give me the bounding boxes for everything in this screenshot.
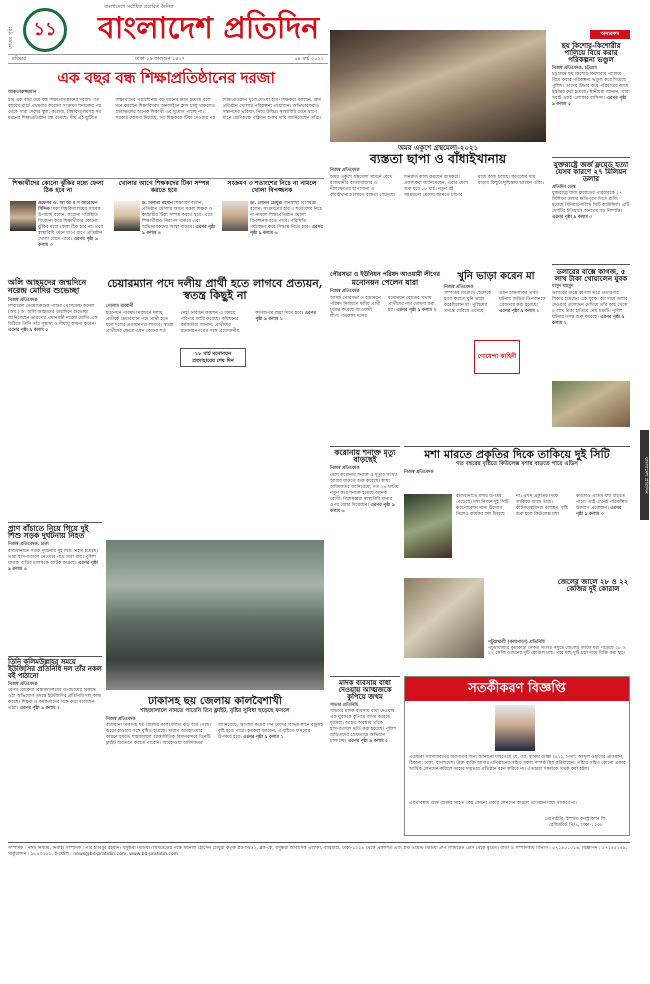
chairman-jump: এরপর পৃষ্ঠা ৯ কলাম ১	[255, 310, 316, 322]
story1-headline: ছয় কিশোর-কিশোরীর পালিয়ে বিয়ে করার পরিকল্পনা ভণ্ডুল	[561, 40, 621, 65]
sub-column-3-portrait	[222, 201, 248, 231]
modi-body	[8, 304, 102, 482]
drug-byline: সাভার প্রতিনিধি	[330, 702, 359, 708]
sub-column-2-byline: ড. দিলারা রহমান	[142, 201, 173, 206]
sub-column-3-headline: সংক্রমণ ৩ শতাংশের নিচে না নামলে খোলা বিপজ্জনক	[227, 180, 317, 194]
story1-body	[552, 72, 630, 154]
story3-body	[552, 291, 630, 381]
right-kicker: অন্যরকম	[590, 30, 630, 39]
covid-byline: নিজস্ব প্রতিবেদক	[330, 466, 360, 472]
killer-text: সম্পত্তির বিরোধে ছেলেকে হত্যা করতে খুনি ভাড়া করেছিলেন মা। পুলিশের তদন্তে বেরিয়ে এসেছে এমন চাঞ্চল্যকর তথ্য। ঘটনায় জড়িত তিনজনকে গ্রেফতার করা হয়েছে।	[444, 291, 546, 314]
story2-headline: যুক্তরাষ্ট্রে জর্জ ফ্লয়েড হত্যা যেসব কারণে ২৭ মিলিয়ন ডলার	[553, 159, 629, 184]
edition-label: শেষের পৃষ্ঠা	[8, 26, 14, 50]
awami-body	[330, 296, 440, 426]
sub-column-3-body	[250, 201, 324, 271]
dateline-bar	[8, 54, 328, 64]
masthead-title: বাংলাদেশ প্রতিদিন	[98, 11, 320, 46]
storm-text: রাজধানী ঢাকাসহ ছয় জেলায় কালবৈশাখী ঝড় বয়ে গেছে। ঝড়ো হাওয়ার সঙ্গে বৃষ্টিও হয়েছে। খারাপ আবহাওয়ার কারণে হযরত শাহজালাল আন্তর্জাতিক বিমানবন্দরে তিনটি ফ্লাইট অবতরণ করতে পারেনি। আবহাওয়া অধিদফতর জানিয়েছে, আগামী কয়েক দিন দেশের বিভিন্ন স্থানে বজ্রসহ বৃষ্টি হতে পারে। কৃষকরা বলছেন, এ বৃষ্টিতে ফসলের উপকার হবে।	[106, 723, 323, 747]
story1-byline: নিজস্ব প্রতিবেদক, চট্টগ্রাম	[552, 65, 597, 71]
killer-story	[444, 272, 548, 442]
storm-headline: ঢাকাসহ ছয় জেলায় কালবৈশাখী	[148, 695, 282, 707]
bookfair-story	[330, 144, 546, 268]
masthead	[8, 4, 641, 66]
sub-column-2-headline: খোলার আগে শিক্ষকদের টিকা সম্পন্ন করতে হবে	[118, 180, 210, 194]
exam-text: বেগম রোকেয়া বিশ্ববিদ্যালয়ের উপাচার্যের বিরুদ্ধে ওঠা অভিযোগ তদন্তে ইউজিসির প্রতিনিধি দল কাজ করছে। শিক্ষক ও কর্মকর্তাদের সঙ্গে কথা বলেছেন তাঁরা।	[8, 688, 102, 712]
chairman-story	[106, 278, 324, 418]
sub-column-3-text: জনস্বাস্থ্য বিশেষজ্ঞ বলেন, সংক্রমণের হার ৩ শতাংশের নিচে না নামলে শিক্ষাপ্রতিষ্ঠান খোলা বিপজ্জনক হতে পারে। পরিস্থিতি পর্যবেক্ষণ করে সিদ্ধান্ত নিতে হবে।	[250, 201, 323, 230]
story1-text: চট্টগ্রামে ছয় কিশোর-কিশোরীর পালিয়ে বিয়ে করার পরিকল্পনা ভণ্ডুল করে দিয়েছে পুলিশ। তাদের উদ্ধার করে পরিবারের কাছে হস্তান্তর করা হয়েছে। স্থানীয়রা জানান, তারা সবাই একই এলাকার বাসিন্দা।	[552, 72, 630, 101]
accident-story	[8, 522, 102, 652]
nets-headline: জেলের জালে ২৮ ও ২২ কেজির দুই কোরাল	[557, 577, 629, 594]
sub-column-3-byline: ডা. লেনিন চৌধুরী	[250, 201, 283, 206]
mosquito-byline: নিজস্ব প্রতিবেদক	[404, 470, 434, 475]
notice-body-2: এমতাবস্থায় উক্ত ব্যক্তির সহিত কেহ কোনো প্রকার লেনদেন করিলে প্রতিষ্ঠান দায়ী থাকিবে না।	[409, 801, 578, 806]
exam-story	[8, 656, 102, 836]
drug-story	[330, 676, 400, 838]
story2-jump: এরপর পৃষ্ঠা ৯ কলাম ৩	[552, 215, 593, 221]
side-label: বাংলাদেশ প্রতিদিন	[640, 430, 649, 520]
story3-text: ডলারের বাক্সে কাগজ ভরে প্রতারণার শিকার হয়েছেন এক যুবক। কম দামে ডলার দেওয়ার প্রলোভন দেখিয়ে তাঁর কাছ থেকে ৫ লাখ টাকা হাতিয়ে নেয় চক্রটি। পুলিশ ঘটনার তদন্ত শুরু করেছে।	[552, 290, 628, 320]
storm-body	[106, 723, 324, 823]
modi-jump: এরপর পৃষ্ঠা ৯ কলাম ৫	[8, 328, 49, 334]
notice-title: সতর্কীকরণ বিজ্ঞপ্তি	[468, 680, 566, 696]
chairman-headline: চেয়ারম্যান পদে দলীয় প্রার্থী হতে লাগবে প্রত্যয়ন, স্বতন্ত্র কিছুই না	[107, 277, 323, 302]
modi-story	[8, 278, 102, 516]
accident-headline: প্রাণ বাঁচাতে নিয়ে গিয়ে দুই শিশু সড়ক দুর্ঘটনায় নিহত	[8, 523, 89, 541]
notice-signature-ref: রেজিস্টার্ড পি/৪, ঢাকা-১২০৮	[548, 822, 604, 828]
bookfair-photo	[330, 30, 546, 142]
sub-column-2-body	[142, 201, 216, 271]
anniversary-logo	[23, 8, 67, 52]
mosquito-photo	[404, 494, 452, 558]
mosquito-subhead: গত বছরের বৃষ্টিতে কিউলেক্স মশার বাড়তে পারে এডিস	[455, 461, 578, 468]
story3-jump: এরপর পৃষ্ঠা ৯ কলাম ২	[552, 314, 625, 326]
sub-column-1	[8, 181, 108, 273]
sub-column-2-text: শিক্ষাবিদ বলেন, প্রতিষ্ঠান খোলার আগে সকল শিক্ষক ও কর্মচারীর টিকা সম্পন্ন করতে হবে। এতে শিক্ষার্থীরাও নিরাপদ থাকবে এবং অভিভাবকদের আস্থা বাড়বে।	[142, 201, 213, 230]
nets-photo	[404, 578, 484, 658]
storm-story	[106, 696, 324, 836]
notice-title-bar	[405, 677, 629, 701]
bookfair-headline: ব্যস্ততা ছাপা ও বাঁধাইখানায়	[369, 151, 507, 167]
story1-jump: এরপর পৃষ্ঠা ৯ কলাম ৫	[552, 95, 627, 107]
story2-text: যুক্তরাষ্ট্রে জর্জ ফ্লয়েডের পরিবারকে ২৭ মিলিয়ন ডলার ক্ষতিপূরণ দিতে রাজি হয়েছে মিনিয়াপোলিস সিটি কাউন্সিল। এটি দেশটির ইতিহাসে অন্যতম বড় নিষ্পত্তি।	[552, 191, 630, 215]
nets-byline: পটুয়াখালী (কলাপাড়া) প্রতিনিধি	[488, 640, 545, 645]
exam-jump: এরপর পৃষ্ঠা ৯ কলাম ২	[19, 706, 60, 712]
bookfair-kicker: অমর একুশে গ্রন্থমেলা-২০২১	[397, 143, 479, 152]
modi-headline: অলি আহমদের জন্মদিনে নরেন্দ্র মোদির শুভেচ্ছা	[8, 277, 87, 296]
accident-jump: এরপর পৃষ্ঠা ৯ কলাম ৪	[8, 560, 98, 572]
covid-body	[330, 473, 400, 663]
story2-body	[552, 191, 630, 261]
exam-headline: তিনি কলিমউল্লাহর সময়ে ইউজিসির প্রতিনিধি দল তাঁর নকল বই পাঠানো	[8, 657, 102, 680]
sub-column-1-byline: প্রফেসর ড. আ আ ম স আরেফিন সিদ্দিক	[38, 201, 98, 212]
nets-body: পটুয়াখালীর কুয়াকাটা সৈকত সংলগ্ন সমুদ্রে জেলের জালে ধরা পড়েছে ২৮ ও ২২ কেজি ওজনের দুটি কোরাল মাছ। পরে মাছ দুটি চড়া দামে বিক্রি করা হয়।	[488, 645, 626, 657]
story3-photo	[552, 381, 630, 427]
notice-body: এতদ্বারা সর্বসাধারণের অবগতির জন্য জানানো যাইতেছে যে, মো. হাকিম মোল্লা (৪১), পিতা: আব্দুল ওহাবের প্রতিষ্ঠান, ঠিকানা: ঢাকা, বাংলাদেশ। উক্ত ব্যক্তি আমার প্রতিষ্ঠানের সহিত সকল সম্পর্ক ছিন্ন করিয়াছেন। তাঁহার সহিত কোনো প্রকার আর্থিক লেনদেন করিলে তাহার দায়ভার প্রতিষ্ঠান বহন করিবে না। এতদ্বারা সকলকে সতর্ক করা হইল।	[409, 755, 626, 772]
dateline-bn: ঢাকা ১৯ ফাল্গুন ১৪২৭	[135, 55, 186, 62]
storm-subhead: শাহজালালে নামতে পারেনি তিন ফ্লাইট, বৃষ্টির সুবিধা ছড়েছে ফসলে	[140, 708, 290, 715]
covid-headline: করোনায় শনাক্ত মৃত্যু বাড়ছেই	[334, 447, 396, 465]
chairman-text: ইউনিয়ন পরিষদ নির্বাচনে দলীয় প্রতীকে চেয়ারম্যান পদে প্রার্থী হতে হলে দলের প্রত্যয়নপত্র লাগবে। স্বতন্ত্র প্রার্থীদের ক্ষেত্রে এমন কোনো শর্ত নেই। নির্বাচন কমিশন এ বিষয়ে পরিপত্র জারি করেছে। কমিশনের কর্মকর্তারা জানান, প্রার্থীদের মনোনয়নপত্রের সঙ্গে প্রয়োজনীয় কাগজপত্র জমা দিতে হবে।	[106, 310, 304, 334]
killer-byline: নিজস্ব প্রতিবেদক	[444, 284, 474, 290]
detective-stamp-label: গোয়েন্দা কাহিনী	[477, 353, 517, 361]
lead-byline: আকতারুজ্জামান	[8, 90, 37, 96]
accident-body	[8, 549, 102, 637]
awami-text: আসন্ন পৌরসভা ও ইউনিয়ন পরিষদ নির্বাচনে দলীয় প্রার্থী চূড়ান্ত করেছে আওয়ামী লীগ। গতকাল দলের মনোনয়ন বোর্ডের সভায় প্রার্থীদের নাম ঘোষণা করা হয়।	[330, 295, 435, 319]
story3-headline: ডলারের বাক্সে কাগজ, ৫ লাখ টাকা খোয়ালেন যুবক	[554, 266, 628, 284]
modi-byline: নিজস্ব প্রতিবেদক	[8, 297, 38, 303]
killer-jump: এরপর পৃষ্ঠা ৯ কলাম ১	[499, 308, 540, 314]
sub-columns	[8, 178, 324, 273]
exam-byline: নিজস্ব প্রতিবেদক	[8, 681, 38, 687]
awami-kicker: পৌরসভা ও ইউনিয়ন পরিষদ আওয়ামী লীগের	[330, 271, 440, 278]
sub-column-3	[220, 181, 324, 273]
sub-column-1-text: ঢাকা বিশ্ববিদ্যালয়ের সাবেক উপাচার্য বলেন, করোনা পরিস্থিতি বিবেচনা করে শিক্ষার্থীদের কোনো ঝুঁকির মধ্যে ফেলা ঠিক হবে না। তবে স্বাস্থ্যবিধি মেনে ধাপে ধাপে প্রতিষ্ঠান খোলা যেতে পারে।	[38, 206, 103, 242]
bookfair-body: অমর একুশে গ্রন্থমেলা সামনে রেখে রাজধানীর বাংলাবাজার ও নীলক্ষেতের ছাপাখানা ও বাঁধাইখানাগুলোতে ব্যস্ততা বেড়েছে। দিনরাত কাজ করছেন শ্রমিকরা। প্রকাশকরা জানিয়েছেন, এবার মেলা শুরু হবে ১৮ মার্চ। নতুন বই সময়মতো মেলায় আনতে চাপের মধ্যে কাজ চলছে। কাগজের দাম বাড়ায় কিছুটা দুশ্চিন্তায় আছেন তাঁরা।	[330, 174, 544, 198]
dateline-day: রবিবার	[12, 55, 26, 62]
awami-jump: এরপর পৃষ্ঠা ৯ কলাম ২	[396, 307, 437, 313]
awami-headline: মনোনয়ন পেলেন যারা	[351, 278, 419, 288]
sub-column-1-portrait	[10, 201, 36, 231]
drug-body	[330, 709, 400, 819]
footer	[8, 842, 630, 902]
sub-column-2	[112, 181, 216, 273]
notice-ad	[404, 676, 630, 836]
detective-stamp	[474, 340, 520, 374]
anniversary-number: ১১	[33, 18, 57, 40]
accident-byline: নিজস্ব প্রতিবেদক, ঢাকা	[8, 542, 49, 548]
covid-story	[330, 446, 400, 670]
lead-headline: এক বছর বন্ধ শিক্ষাপ্রতিষ্ঠানের দরজা	[57, 68, 275, 87]
sub-column-1-body	[38, 201, 108, 271]
sub-column-1-jump: এরপর পৃষ্ঠা ৯ কলাম ৩	[38, 236, 98, 248]
mosquito-text: রাজধানীতে মশার উপদ্রব বেড়েছে। মশা নিধনে দুই সিটি করপোরেশন নানা উদ্যোগ নিলেও কার্যকর ফল মিলছে না। এখন প্রকৃতির দিকে তাকিয়ে আছে তারা। কীটতত্ত্ববিদরা বলছেন, বৃষ্টি শুরু হলে কিউলেক্স মশা কমলেও এডিস মশা বাড়তে পারে। তাই এখনই পরিকল্পিত উদ্যোগ প্রয়োজন।	[456, 494, 628, 517]
covid-jump: এরপর পৃষ্ঠা ৯ কলাম ৬	[330, 502, 395, 514]
notice-signature-name: প্রোপাইটর, ইস্পাত কনস্ট্রাকশন লি.	[544, 817, 608, 822]
sub-column-1-headline: শিক্ষার্থীদের কোনো ঝুঁকির মধ্যে ফেলা ঠিক হবে না	[12, 180, 104, 194]
footer-imprint: সম্পাদক : নঈম নিজাম, নির্বাহী সম্পাদক : পীর হাবিবুর রহমান। বসুন্ধরা মিডিয়া লিমিটেডের পক্ষে ময়নাল হোসেন চৌধুরী কর্তৃক প্লট-সি/৫২, ব্লক-কে, বসুন্ধরা আবাসিক এলাকা, বারিধারা, ঢাকা-১২২৯ থেকে প্রকাশিত এবং ইস্ট ওয়েস্ট মিডিয়া গ্রুপ লিমিটেড প্রেস থেকে মুদ্রিত। বার্তা ও সম্পাদকীয় বিভাগ : ৫৭১৪৫১৫১৬, বিজ্ঞাপন : ৫৭১৪৫১৫৯, সার্কুলেশন : ৯৮৪০১৬১, ই-মেইল : news@bd-pratidin.com, www.bd-pratidin.com	[8, 846, 628, 857]
nets-body-wrap	[488, 640, 630, 670]
awami-byline: নিজস্ব প্রতিবেদক	[330, 289, 360, 295]
sub-column-2-jump: এরপর পৃষ্ঠা ৯ কলাম ৪	[142, 224, 216, 236]
chairman-badge: ১৮ মার্চ মনোনয়ন প্রত্যাহারের শেষ দিন	[180, 348, 246, 367]
notice-signature	[525, 817, 627, 828]
storm-photo	[106, 540, 324, 690]
masthead-subtitle: বাংলাদেশে সর্বাধিক প্রচারিত দৈনিক	[104, 4, 174, 10]
story3-byline: মাসুদ মাহমুদ	[552, 284, 574, 290]
mosquito-jump: এরপর পৃষ্ঠা ৯ কলাম ৩	[576, 505, 622, 517]
sub-column-2-portrait	[114, 201, 140, 231]
sub-column-3-jump: এরপর পৃষ্ঠা ৯ কলাম ৬	[250, 224, 323, 236]
storm-jump: এরপর পৃষ্ঠা ৯ কলাম ১	[243, 735, 284, 741]
storm-byline: নিজস্ব প্রতিবেদক	[106, 716, 136, 722]
awami-story	[330, 272, 440, 442]
notice-portrait	[495, 705, 535, 751]
modi-text: লিবারেল ডেমোক্রেটিক পার্টির প্রেসিডেন্ট কর্নেল (অব.) ড. অলি আহমদের জন্মদিনে শুভেচ্ছা জানিয়েছেন ভারতের প্রধানমন্ত্রী নরেন্দ্র মোদি। এক চিঠিতে তিনি তাঁর সুস্বাস্থ্য ও দীর্ঘায়ু কামনা করেন।	[8, 304, 98, 328]
chairman-byline: গোলাম রাব্বানী	[106, 304, 134, 310]
drug-text: সাভারে মাদক ব্যবসায় বাধা দেওয়ায় এক যুবককে কুপিয়ে জখম করেছে দুর্বৃত্তরা। আহত অবস্থায় তাঁকে হাসপাতালে ভর্তি করা হয়েছে। পুলিশ জড়িতদের গ্রেফতারে অভিযান চালাচ্ছে।	[330, 709, 397, 744]
right-column	[552, 30, 630, 500]
bookfair-byline: নিজস্ব প্রতিবেদক	[330, 168, 360, 174]
lead-body: চার এক বছর ধরে বন্ধ শিক্ষাপ্রতিষ্ঠানের দরজা। গত বছরের মার্চে প্রথমবার করোনা সংক্রমণ শনাক্তের পর থেকে সারা দেশের স্কুল, কলেজ, বিশ্ববিদ্যালয়সহ সব ধরনের শিক্ষাপ্রতিষ্ঠান বন্ধ রয়েছে। দীর্ঘ এই ছুটিতে শিক্ষার্থীদের পড়াশোনায় বড় ধরনের ক্ষতি হয়েছে বলে মনে করছেন শিক্ষাবিদরা। অনলাইনে ক্লাস চালু থাকলেও গ্রামাঞ্চলের অনেক শিক্ষার্থী এর সুযোগ পাচ্ছে না। সরকার ঘোষণা দিয়েছে, সব শিক্ষককে টিকা দেওয়ার পর শিক্ষাপ্রতিষ্ঠান খুলে দেওয়া হবে। শিক্ষকরা বলছেন, দ্রুত প্রতিষ্ঠান খোলার পরিকল্পনা প্রয়োজন। অভিভাবকরাও সন্তানদের ভবিষ্যৎ নিয়ে উদ্বিগ্ন। স্বাস্থ্যবিধি মেনে ধাপে ধাপে শ্রেণিকক্ষে পাঠদান শুরুর দাবি জানিয়েছেন তাঁরা।	[8, 97, 322, 121]
mosquito-headline: মশা মারতে প্রকৃতির দিকে তাকিয়ে দুই সিটি	[424, 447, 610, 461]
exam-body	[8, 688, 102, 818]
covid-text: দেশে করোনায় শনাক্ত ও মৃত্যুর সংখ্যা আবার বাড়তে শুরু করেছে। স্বাস্থ্য অধিদফতর জানিয়েছে, গত ২৪ ঘণ্টায় নতুন করে শনাক্ত হয়েছে অনেক রোগী। বিশেষজ্ঞরা স্বাস্থ্যবিধি মানার ওপর জোর দিয়েছেন।	[330, 472, 399, 508]
story2-byline: প্রতিদিন ডেস্ক	[552, 184, 576, 190]
drug-jump: এরপর পৃষ্ঠা ৯ কলাম ৫	[347, 738, 389, 744]
dateline-en: ০৪ মার্চ ২০২১	[294, 55, 324, 62]
drug-headline: মাদক ব্যবসায় বাধা দেওয়ায় আত্মজকে কুপিয়ে জখম	[338, 677, 392, 702]
killer-headline: খুনি ভাড়া করেন মা	[457, 271, 535, 282]
accident-text: রাজধানীতে সড়ক দুর্ঘটনায় দুই শিশু নিহত হয়েছে। তারা হাসপাতালে নেওয়ার পথে মারা যায়। পুলিশ ঘাতক গাড়ির চালককে আটক করেছে।	[8, 548, 98, 566]
